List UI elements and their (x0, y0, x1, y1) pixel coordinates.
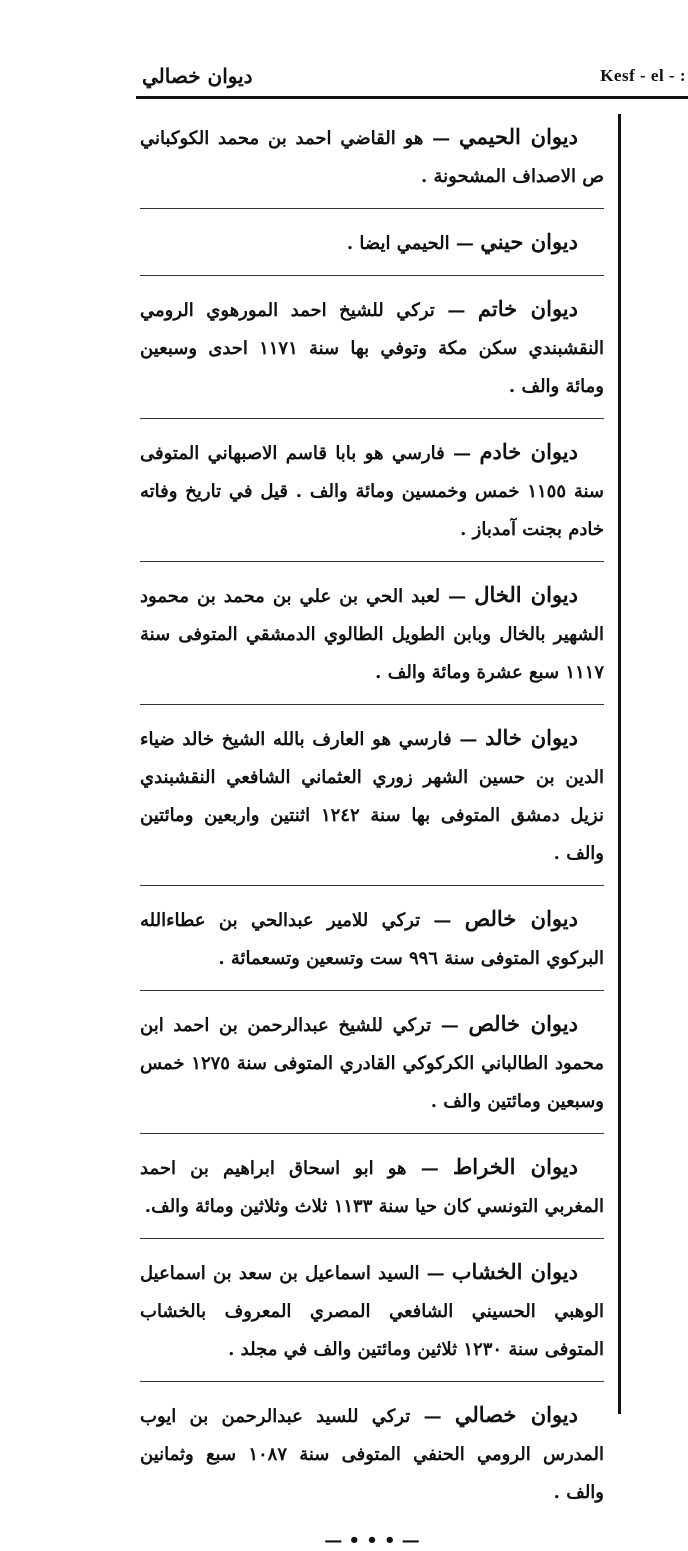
entry-body: — تركي للسيد عبدالرحمن بن ايوب المدرس الرومي الحنفي المتوفى سنة ١٠٨٧ سبع وثمانين والف . (140, 1406, 604, 1503)
entry-title: ديوان خالد (485, 725, 578, 750)
entry (140, 1396, 604, 1524)
entry (140, 900, 604, 991)
entry-title: ديوان الخشاب (451, 1259, 578, 1284)
entry-title: ديوان خادم (479, 439, 578, 464)
entry-title: ديوان خالص (464, 906, 578, 931)
entry (140, 1253, 604, 1382)
running-title: ديوان خصالي (142, 64, 253, 88)
entry-body: — الحيمي ايضا . (346, 233, 474, 254)
entry-title: ديوان حيني (480, 229, 578, 254)
entry-title: ديوان الخال (474, 582, 578, 607)
entry (140, 719, 604, 886)
entry (140, 1005, 604, 1134)
entry-title: ديوان خالص (468, 1011, 578, 1036)
entry-body: — هو ابو اسحاق ابراهيم بن احمد المغربي التونسي كان حيا سنة ١١٣٣ ثلاث وثلاثين ومائة والف. (140, 1158, 604, 1217)
entry-body: — فارسي هو العارف بالله الشيخ خالد ضياء الدين بن حسين الشهر زوري العثماني الشافعي النقشبندي نزيل دمشق المتوفى بها سنة ١٢٤٢ اثنتين واربعين ومائتين والف . (140, 729, 605, 864)
entries-column (140, 118, 604, 1551)
entry (140, 576, 604, 705)
entry (140, 1148, 604, 1239)
header-rule (136, 96, 688, 99)
entry (140, 223, 604, 276)
entry-title: ديوان خصالي (454, 1402, 579, 1427)
entry-body: — فارسي هو بابا قاسم الاصبهاني المتوفى سنة ١١٥٥ خمس وخمسين ومائة والف . قيل في تاريخ وفاته خادم بجنت آمدباز . (140, 443, 604, 540)
entry (140, 290, 604, 419)
entry-title: ديوان الخراط (452, 1154, 578, 1179)
entry-body: — تركي للشيخ عبدالرحمن بن احمد ابن محمود الطالباني الكركوكي القادري المتوفى سنة ١٢٧٥ خمس وسبعين ومائتين والف . (140, 1015, 605, 1112)
entry-title: ديوان خاتم (477, 296, 578, 321)
entry-body: — السيد اسماعيل بن سعد بن اسماعيل الوهبي الحسيني الشافعي المصري المعروف بالخشاب المتوفى سنة ١٢٣٠ ثلاثين ومائتين والف في مجلد . (140, 1263, 604, 1360)
running-title-latin: Kesf - el - : (600, 66, 686, 85)
entry-body: — تركي للشيخ احمد المورهوي الرومي النقشبندي سكن مكة وتوفي بها سنة ١١٧١ احدى وسبعين ومائة والف . (140, 300, 604, 397)
entry (140, 118, 604, 209)
column-rule (618, 114, 621, 1414)
entry-body: — تركي للامير عبدالحي بن عطاءالله البركوي المتوفى سنة ٩٩٦ ست وتسعين وتسعمائة . (140, 910, 604, 969)
page-header (0, 58, 688, 98)
end-ornament: — • • • — (324, 1530, 420, 1551)
entry-title: ديوان الحيمي (459, 124, 578, 149)
entry-body: — هو القاضي احمد بن محمد الكوكباني ص الاصداف المشحونة . (140, 128, 604, 187)
entry-body: — لعبد الحي بن علي بن محمد بن محمود الشهير بالخال وبابن الطويل الطالوي الدمشقي المتوفى سنة ١١١٧ سبع عشرة ومائة والف . (140, 586, 604, 683)
entry (140, 433, 604, 562)
